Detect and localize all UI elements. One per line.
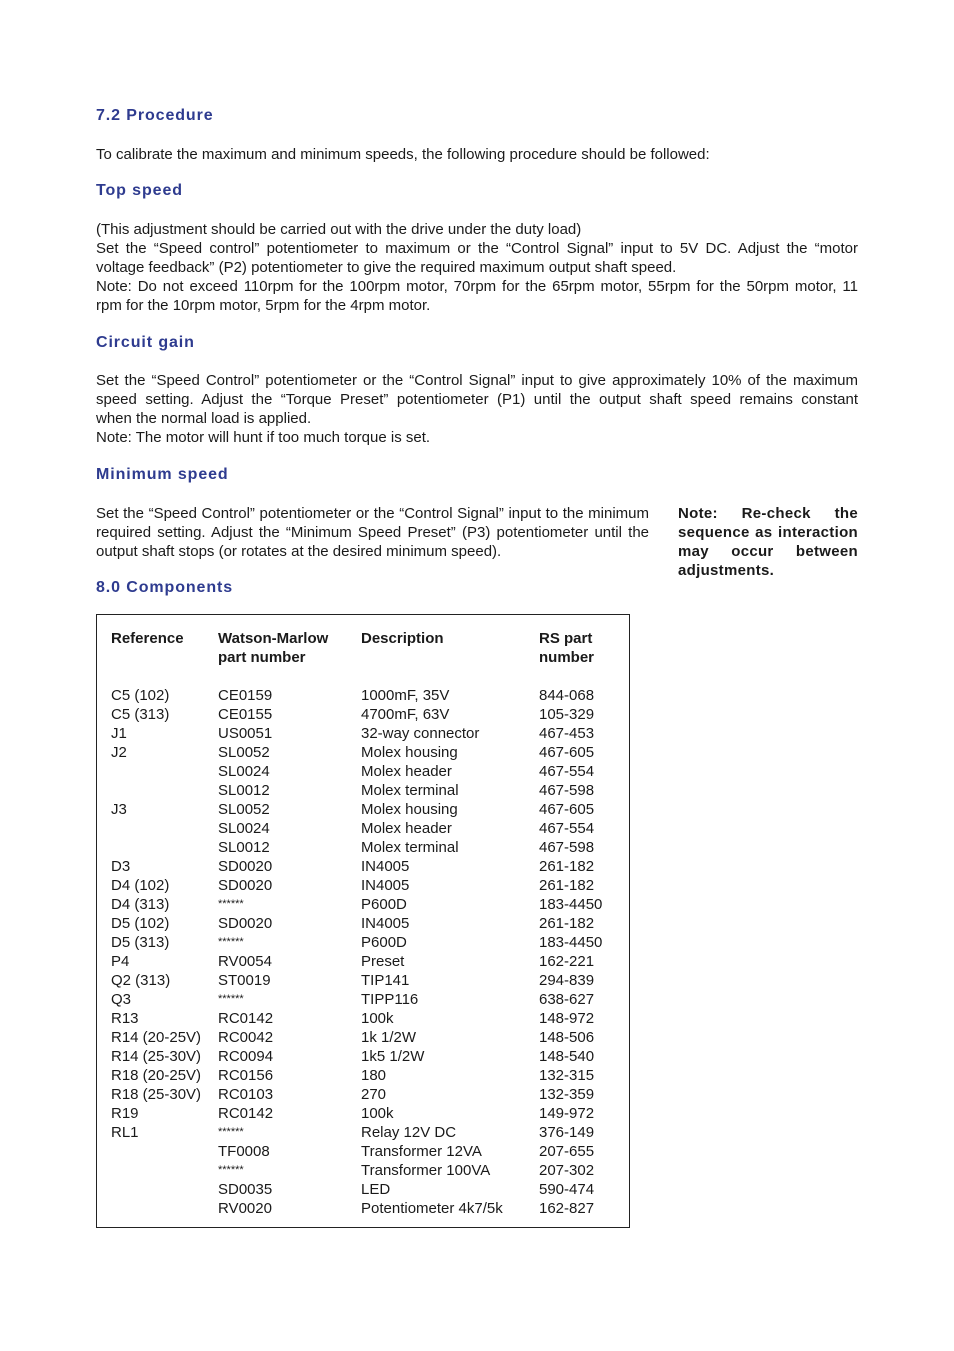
table-cell-wm-part: SL0052 <box>218 801 270 818</box>
table-cell-wm-part: ****** <box>218 1126 244 1138</box>
table-cell-description: 1000mF, 35V <box>361 687 450 704</box>
header-line: Watson-Marlow <box>218 630 329 647</box>
table-cell-reference <box>111 838 201 857</box>
table-cell-rs-part: 148-540 <box>539 1048 595 1065</box>
table-cell-wm-part: SL0024 <box>218 763 270 780</box>
reference-column <box>111 629 201 1218</box>
table-cell-description: IN4005 <box>361 858 410 875</box>
table-cell-wm-part: TF0008 <box>218 1143 270 1160</box>
table-cell-wm-part: ****** <box>218 936 244 948</box>
table-cell-wm-part: US0051 <box>218 725 273 742</box>
table-cell-wm-part: SD0020 <box>218 858 273 875</box>
table-cell-rs-part: 467-554 <box>539 763 595 780</box>
table-cell-rs-part: 132-315 <box>539 1067 595 1084</box>
table-cell-reference: R18 (20-25V) <box>111 1067 202 1084</box>
table-cell-wm-part: CE0159 <box>218 687 273 704</box>
procedure-intro: To calibrate the maximum and minimum speeds, the following procedure should be followed: <box>96 146 710 163</box>
table-cell-description: Molex housing <box>361 744 458 761</box>
table-cell-wm-part: RC0042 <box>218 1029 274 1046</box>
minimum-speed-heading: Minimum speed <box>96 466 229 483</box>
table-cell-reference <box>111 781 201 800</box>
table-cell-reference <box>111 1142 201 1161</box>
top-speed-line: Set the “Speed control” potentiometer to maximum or the “Control Signal” input to 5V DC. Adjust the “motor <box>96 240 858 257</box>
table-cell-reference: RL1 <box>111 1124 139 1141</box>
table-cell-description: P600D <box>361 934 407 951</box>
top-speed-heading: Top speed <box>96 182 183 199</box>
table-cell-description: Molex terminal <box>361 839 459 856</box>
top-speed-line: voltage feedback” (P2) potentiometer to give the required maximum output shaft speed. <box>96 259 677 276</box>
circuit-gain-line: when the normal load is applied. <box>96 410 312 427</box>
table-cell-reference: D5 (313) <box>111 934 170 951</box>
components-heading: 8.0 Components <box>96 579 234 596</box>
header-line: number <box>539 649 595 666</box>
table-cell-wm-part: SL0012 <box>218 839 270 856</box>
table-cell-rs-part: 207-655 <box>539 1143 595 1160</box>
top-speed-paragraph <box>96 220 858 315</box>
table-cell-rs-part: 148-972 <box>539 1010 595 1027</box>
table-cell-description: LED <box>361 1181 391 1198</box>
table-cell-description: 270 <box>361 1086 387 1103</box>
table-cell-wm-part: RC0103 <box>218 1086 274 1103</box>
table-cell-wm-part: RC0094 <box>218 1048 274 1065</box>
table-cell-description: 1k 1/2W <box>361 1029 417 1046</box>
table-cell-rs-part: 207-302 <box>539 1162 595 1179</box>
table-cell-rs-part: 183-4450 <box>539 934 603 951</box>
table-cell-wm-part: RV0054 <box>218 953 272 970</box>
table-cell-wm-part: ST0019 <box>218 972 271 989</box>
table-cell-rs-part: 132-359 <box>539 1086 595 1103</box>
table-cell-wm-part: SD0020 <box>218 877 273 894</box>
table-cell-reference: D4 (102) <box>111 877 170 894</box>
table-cell-rs-part: 261-182 <box>539 858 595 875</box>
table-cell-description: Potentiometer 4k7/5k <box>361 1200 503 1217</box>
table-cell-rs-part: 183-4450 <box>539 896 603 913</box>
table-cell-wm-part: SD0020 <box>218 915 273 932</box>
table-cell-reference: D3 <box>111 858 131 875</box>
description-column <box>361 629 503 1218</box>
table-cell-reference <box>111 762 201 781</box>
table-cell-rs-part: 148-506 <box>539 1029 595 1046</box>
table-cell-reference: R19 <box>111 1105 139 1122</box>
top-speed-line: Note: Do not exceed 110rpm for the 100rpm motor, 70rpm for the 65rpm motor, 55rpm for the 50rpm motor, 11 <box>96 278 858 295</box>
table-cell-rs-part: 590-474 <box>539 1181 595 1198</box>
table-cell-reference: R14 (25-30V) <box>111 1048 202 1065</box>
table-cell-reference <box>111 1199 201 1218</box>
table-cell-rs-part: 376-149 <box>539 1124 595 1141</box>
table-cell-wm-part: RV0020 <box>218 1200 272 1217</box>
circuit-gain-paragraph <box>96 371 858 447</box>
table-cell-reference <box>111 1180 201 1199</box>
table-cell-reference: R13 <box>111 1010 139 1027</box>
reference-header <box>111 629 201 686</box>
table-cell-reference: R14 (20-25V) <box>111 1029 202 1046</box>
minimum-speed-line: output shaft stops (or rotates at the desired minimum speed). <box>96 543 502 560</box>
table-cell-description: IN4005 <box>361 915 410 932</box>
table-cell-reference: Q3 <box>111 991 132 1008</box>
top-speed-line: rpm for the 10rpm motor, 5rpm for the 4rpm motor. <box>96 297 431 314</box>
minimum-speed-line: required setting. Adjust the “Minimum Speed Preset” (P3) potentiometer until the <box>96 524 649 541</box>
table-cell-rs-part: 105-329 <box>539 706 595 723</box>
minimum-speed-line: Set the “Speed Control” potentiometer or the “Control Signal” input to the minimum <box>96 505 649 522</box>
table-cell-rs-part: 467-453 <box>539 725 595 742</box>
table-cell-rs-part: 638-627 <box>539 991 595 1008</box>
table-cell-description: P600D <box>361 896 407 913</box>
procedure-heading: 7.2 Procedure <box>96 107 214 124</box>
table-cell-description: Transformer 12VA <box>361 1143 482 1160</box>
minimum-speed-paragraph <box>96 504 649 561</box>
table-cell-description: Molex header <box>361 820 452 837</box>
table-cell-wm-part: RC0142 <box>218 1010 274 1027</box>
rs-part-header <box>539 629 602 686</box>
table-cell-reference: C5 (102) <box>111 687 170 704</box>
table-cell-description: TIP141 <box>361 972 410 989</box>
table-cell-wm-part: ****** <box>218 993 244 1005</box>
side-note <box>678 504 858 580</box>
table-cell-reference: J2 <box>111 744 127 761</box>
table-cell-description: Molex terminal <box>361 782 459 799</box>
table-cell-rs-part: 467-598 <box>539 782 595 799</box>
rs-part-column <box>539 629 602 1218</box>
table-cell-reference: D4 (313) <box>111 896 170 913</box>
table-cell-wm-part: ****** <box>218 1164 244 1176</box>
header-line: part number <box>218 649 306 666</box>
table-cell-wm-part: CE0155 <box>218 706 273 723</box>
description-header <box>361 629 503 686</box>
header-line: Description <box>361 630 444 647</box>
table-cell-reference <box>111 819 201 838</box>
circuit-gain-heading: Circuit gain <box>96 334 195 351</box>
header-line: Reference <box>111 630 184 647</box>
table-cell-reference: R18 (25-30V) <box>111 1086 202 1103</box>
table-cell-description: Relay 12V DC <box>361 1124 457 1141</box>
table-cell-reference: J1 <box>111 725 127 742</box>
table-cell-rs-part: 162-221 <box>539 953 595 970</box>
table-cell-reference: P4 <box>111 953 130 970</box>
side-note-line: may occur between <box>678 543 858 560</box>
table-cell-description: TIPP116 <box>361 991 419 1008</box>
table-cell-reference: D5 (102) <box>111 915 170 932</box>
table-cell-reference: Q2 (313) <box>111 972 171 989</box>
table-cell-description: 1k5 1/2W <box>361 1048 425 1065</box>
table-cell-reference: C5 (313) <box>111 706 170 723</box>
table-cell-wm-part: SL0024 <box>218 820 270 837</box>
table-cell-rs-part: 162-827 <box>539 1200 595 1217</box>
table-cell-rs-part: 261-182 <box>539 915 595 932</box>
table-cell-reference <box>111 1161 201 1180</box>
side-note-line: adjustments. <box>678 562 775 579</box>
table-cell-description: 4700mF, 63V <box>361 706 450 723</box>
table-cell-rs-part: 261-182 <box>539 877 595 894</box>
wm-part-header <box>218 629 328 686</box>
table-cell-description: Transformer 100VA <box>361 1162 491 1179</box>
table-cell-description: Molex housing <box>361 801 458 818</box>
table-cell-description: 180 <box>361 1067 387 1084</box>
header-line: RS part <box>539 630 593 647</box>
circuit-gain-line: Set the “Speed Control” potentiometer or the “Control Signal” input to give approximately 10% of the maximum <box>96 372 858 389</box>
table-cell-rs-part: 467-554 <box>539 820 595 837</box>
table-cell-wm-part: SL0012 <box>218 782 270 799</box>
table-cell-wm-part: RC0156 <box>218 1067 274 1084</box>
side-note-line: Note: Re-check the <box>678 505 858 522</box>
table-cell-description: 32-way connector <box>361 725 480 742</box>
table-cell-wm-part: RC0142 <box>218 1105 274 1122</box>
table-cell-wm-part: SD0035 <box>218 1181 273 1198</box>
components-table <box>96 614 630 1228</box>
table-cell-wm-part: SL0052 <box>218 744 270 761</box>
side-note-line: sequence as interaction <box>678 524 858 541</box>
table-cell-description: 100k <box>361 1010 394 1027</box>
wm-part-column <box>218 629 328 1218</box>
table-cell-rs-part: 149-972 <box>539 1105 595 1122</box>
circuit-gain-line: speed setting. Adjust the “Torque Preset” potentiometer (P1) until the output shaft speed remains constant <box>96 391 858 408</box>
table-cell-reference: J3 <box>111 801 127 818</box>
table-cell-description: Molex header <box>361 763 452 780</box>
table-cell-description: Preset <box>361 953 405 970</box>
circuit-gain-line: Note: The motor will hunt if too much torque is set. <box>96 429 431 446</box>
table-cell-description: 100k <box>361 1105 394 1122</box>
table-cell-wm-part: ****** <box>218 898 244 910</box>
table-cell-rs-part: 844-068 <box>539 687 595 704</box>
table-cell-rs-part: 294-839 <box>539 972 595 989</box>
table-cell-rs-part: 467-605 <box>539 744 595 761</box>
top-speed-line: (This adjustment should be carried out with the drive under the duty load) <box>96 221 582 238</box>
table-cell-rs-part: 467-605 <box>539 801 595 818</box>
table-cell-rs-part: 467-598 <box>539 839 595 856</box>
table-cell-description: IN4005 <box>361 877 410 894</box>
